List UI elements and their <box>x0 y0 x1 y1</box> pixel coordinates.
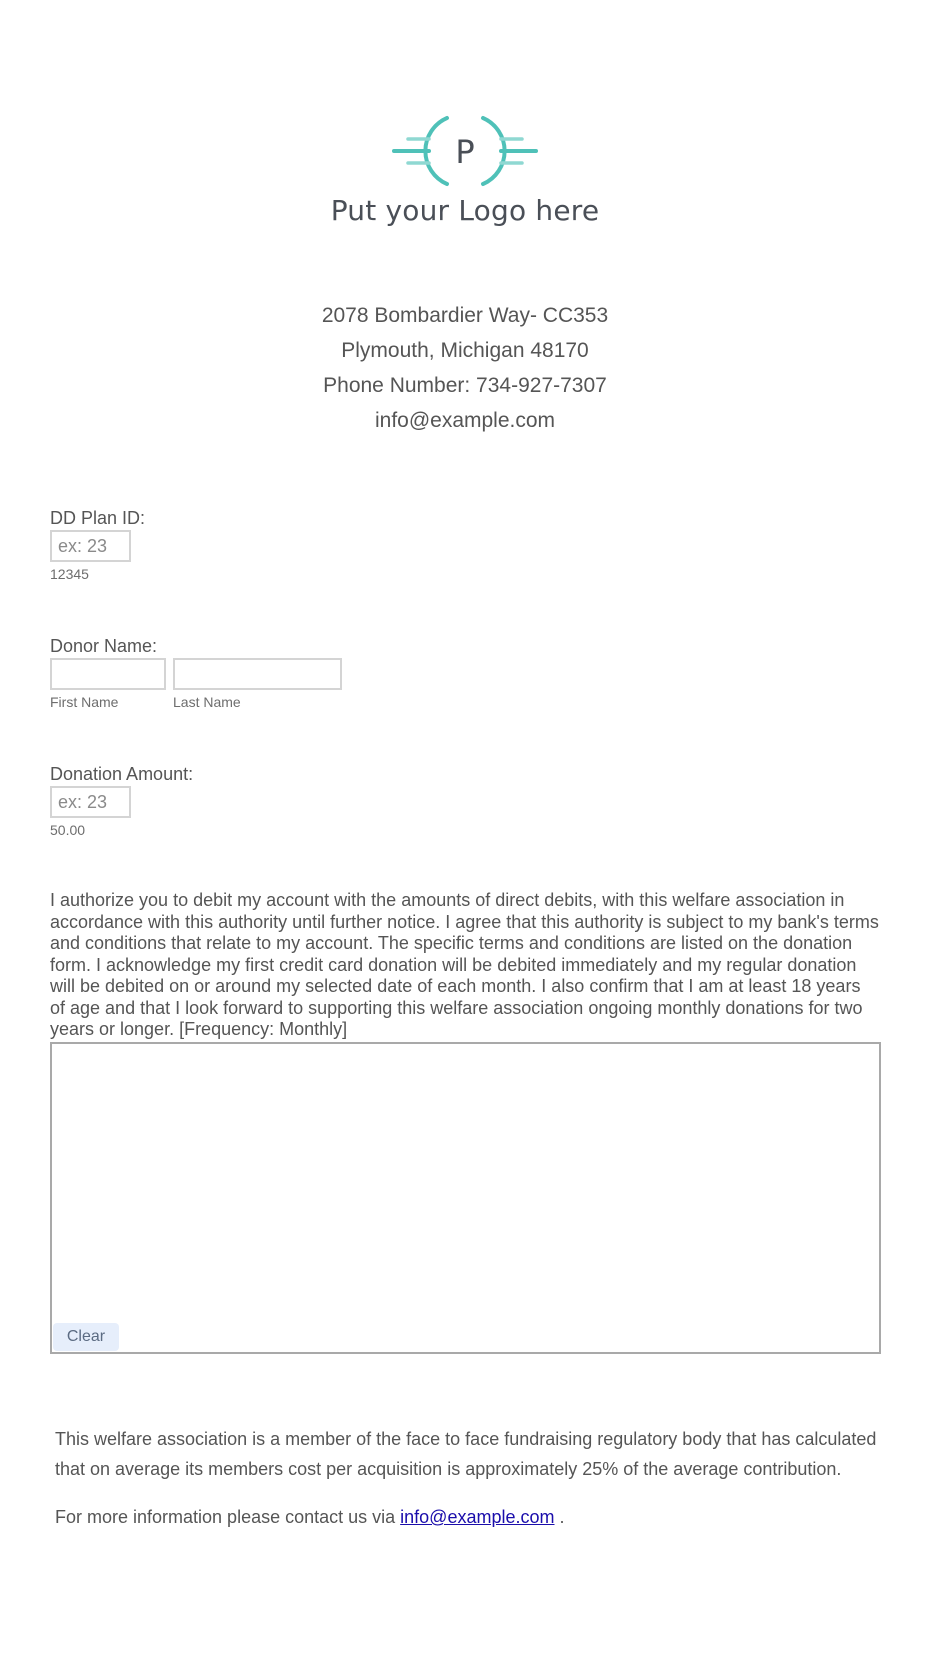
contact-suffix: . <box>554 1507 565 1527</box>
signature-pad[interactable] <box>50 1042 881 1354</box>
first-name-sublabel: First Name <box>50 694 119 710</box>
first-name-input[interactable] <box>50 658 166 690</box>
donation-amount-sublabel: 50.00 <box>50 822 86 838</box>
logo-mark-icon <box>390 112 540 192</box>
footer-contact <box>55 1502 885 1532</box>
address-phone: Phone Number: 734-927-7307 <box>323 374 607 397</box>
address-block <box>0 298 930 438</box>
contact-email-link[interactable]: info@example.com <box>400 1507 555 1527</box>
contact-prefix: For more information please contact us via <box>55 1507 401 1527</box>
dd-plan-sublabel: 12345 <box>50 566 89 582</box>
last-name-sublabel: Last Name <box>173 694 241 710</box>
address-city: Plymouth, Michigan 48170 <box>341 339 589 362</box>
dd-plan-label: DD Plan ID: <box>50 508 146 528</box>
footer-disclosure: This welfare association is a member of the face to face fundraising regulatory body that has calculated that on average its members cost per acquisition is approximately 25% of the average contribution. <box>55 1429 877 1479</box>
donor-name-label: Donor Name: <box>50 636 158 656</box>
address-email: info@example.com <box>374 409 556 432</box>
logo-text: Put your Logo here <box>330 194 600 227</box>
logo <box>0 112 930 227</box>
address-street: 2078 Bombardier Way- CC353 <box>321 304 609 327</box>
donation-amount-input[interactable] <box>50 786 131 818</box>
last-name-input[interactable] <box>173 658 342 690</box>
donation-amount-label: Donation Amount: <box>50 764 194 784</box>
footer <box>55 1424 885 1532</box>
logo-letter: P <box>455 133 475 171</box>
authorization-text: I authorize you to debit my account with the amounts of direct debits, with this welfare association in accordance with this authority until further notice. I agree that this authority is subject to my bank's terms and conditions that relate to my account. The specific terms and conditions are listed on the donation form. I acknowledge my first credit card donation will be debited immediately and my regular donation will be debited on or around my selected date of each month. I also confirm that I am at least 18 years of age and that I look forward to supporting this welfare association ongoing monthly donations for two years or longer. [Frequency: Monthly] <box>50 890 879 1039</box>
clear-signature-button[interactable]: Clear <box>53 1323 119 1351</box>
dd-plan-input[interactable] <box>50 530 131 562</box>
